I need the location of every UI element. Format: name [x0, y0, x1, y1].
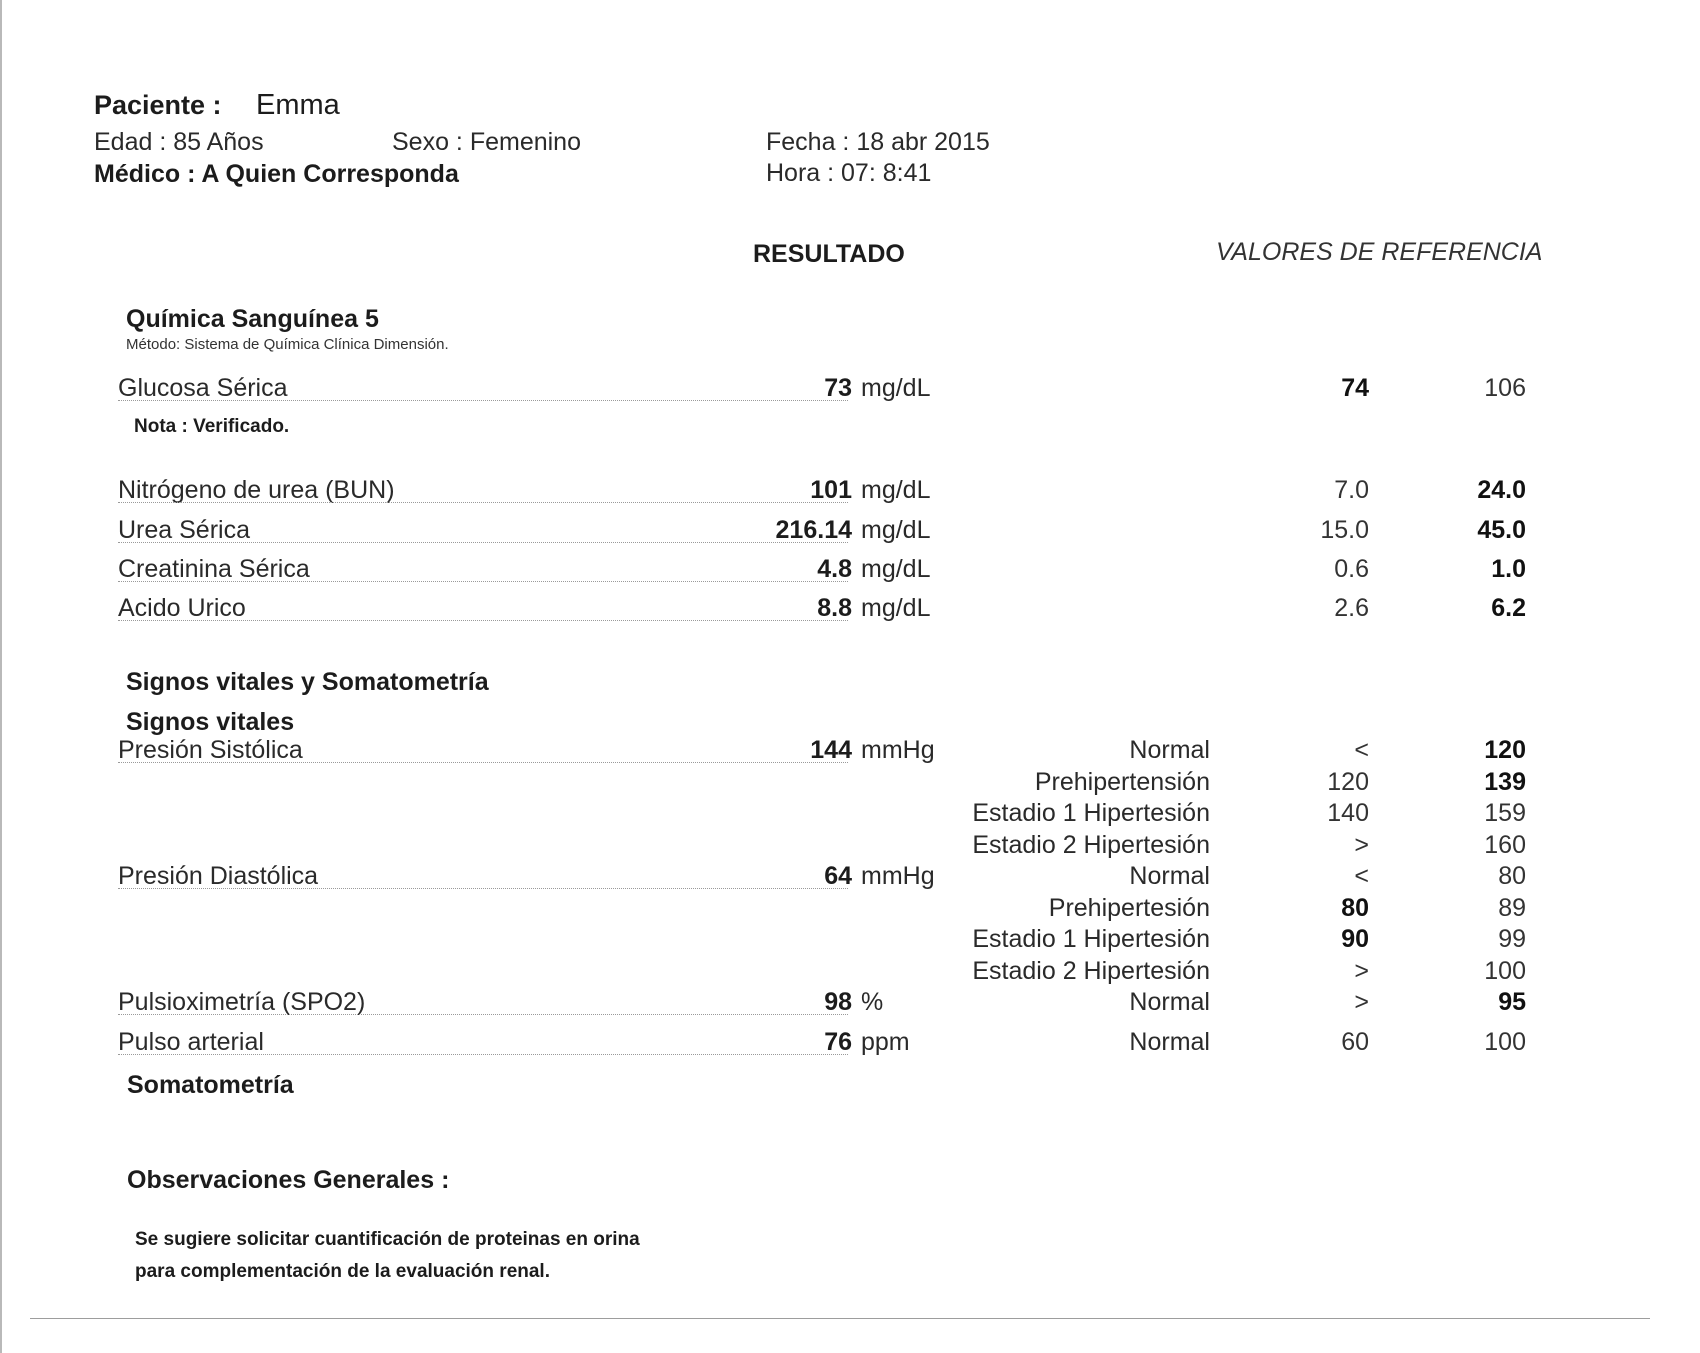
- test-unit: mg/dL: [861, 594, 931, 622]
- test-value: 144: [810, 736, 852, 764]
- ref-category: Prehipertensión: [1034, 768, 1210, 796]
- ref-low: >: [1354, 831, 1369, 859]
- test-unit: mg/dL: [861, 476, 931, 504]
- ref-low: 15.0: [1320, 516, 1369, 544]
- ref-high: 139: [1484, 768, 1526, 796]
- ref-low: <: [1354, 736, 1369, 764]
- ref-category: Estadio 1 Hipertesión: [972, 925, 1210, 953]
- test-value: 8.8: [817, 594, 852, 622]
- patient-label: Paciente :: [94, 90, 222, 120]
- ref-low: 140: [1327, 799, 1369, 827]
- ref-high: 100: [1484, 1028, 1526, 1056]
- result-row-bun: [0, 476, 1700, 506]
- ref-high: 80: [1498, 862, 1526, 890]
- observations-title: Observaciones Generales :: [127, 1166, 450, 1194]
- vitals-section-title: Signos vitales y Somatometría: [126, 668, 489, 696]
- test-unit: mg/dL: [861, 516, 931, 544]
- leader-line: [118, 620, 848, 621]
- ref-high: 24.0: [1477, 476, 1526, 504]
- result-row-diastolic: [0, 862, 1700, 892]
- leader-line: [118, 1054, 848, 1055]
- chemistry-section-title: Química Sanguínea 5: [126, 305, 379, 333]
- ref-row-diastolic-stage2: [0, 957, 1700, 987]
- test-name: Nitrógeno de urea (BUN): [118, 476, 395, 504]
- leader-line: [118, 502, 848, 503]
- test-unit: %: [861, 988, 884, 1016]
- test-unit: ppm: [861, 1028, 910, 1056]
- vitals-subtitle: Signos vitales: [126, 708, 295, 736]
- test-unit: mmHg: [861, 736, 935, 764]
- ref-low: 60: [1341, 1028, 1369, 1056]
- test-name: Pulso arterial: [118, 1028, 264, 1056]
- reference-column-header: VALORES DE REFERENCIA: [1216, 238, 1543, 266]
- verification-note: Nota : Verificado.: [134, 416, 290, 437]
- ref-category: Normal: [1129, 862, 1210, 890]
- ref-category: Estadio 2 Hipertesión: [972, 831, 1210, 859]
- somatometry-title: Somatometría: [127, 1071, 294, 1099]
- ref-low: 7.0: [1334, 476, 1369, 504]
- ref-high: 6.2: [1491, 594, 1526, 622]
- ref-high: 120: [1484, 736, 1526, 764]
- test-value: 4.8: [817, 555, 852, 583]
- ref-high: 100: [1484, 957, 1526, 985]
- test-value: 76: [824, 1028, 852, 1056]
- ref-low: >: [1354, 957, 1369, 985]
- ref-category: Prehipertesión: [1048, 894, 1210, 922]
- patient-sex: Sexo : Femenino: [392, 128, 581, 156]
- test-value: 64: [824, 862, 852, 890]
- report-time: Hora : 07: 8:41: [766, 159, 932, 187]
- result-row-glucose: [0, 374, 1700, 404]
- test-name: Acido Urico: [118, 594, 246, 622]
- ref-high: 89: [1498, 894, 1526, 922]
- result-row-systolic: [0, 736, 1700, 766]
- result-column-header: RESULTADO: [753, 240, 905, 268]
- ref-row-systolic-stage1: [0, 799, 1700, 829]
- ref-low: <: [1354, 862, 1369, 890]
- test-value: 101: [810, 476, 852, 504]
- ref-row-systolic-prehypertension: [0, 768, 1700, 798]
- ref-high: 159: [1484, 799, 1526, 827]
- ref-row-systolic-stage2: [0, 831, 1700, 861]
- ref-high: 160: [1484, 831, 1526, 859]
- ref-low: 0.6: [1334, 555, 1369, 583]
- ref-category: Normal: [1129, 736, 1210, 764]
- ref-high: 45.0: [1477, 516, 1526, 544]
- ref-row-diastolic-prehypertension: [0, 894, 1700, 924]
- ref-category: Estadio 1 Hipertesión: [972, 799, 1210, 827]
- observations-line-1: Se sugiere solicitar cuantificación de proteinas en orina: [135, 1229, 640, 1250]
- test-name: Creatinina Sérica: [118, 555, 310, 583]
- result-row-urea: [0, 516, 1700, 546]
- ref-low: 120: [1327, 768, 1369, 796]
- ref-high: 106: [1484, 374, 1526, 402]
- ref-high: 95: [1498, 988, 1526, 1016]
- patient-age: Edad : 85 Años: [94, 128, 264, 156]
- page-edge: [0, 0, 2, 1353]
- patient-name: Emma: [256, 89, 340, 121]
- result-row-uric-acid: [0, 594, 1700, 624]
- result-row-pulse: [0, 1028, 1700, 1058]
- ref-row-diastolic-stage1: [0, 925, 1700, 955]
- ref-low: >: [1354, 988, 1369, 1016]
- test-name: Presión Sistólica: [118, 736, 303, 764]
- chemistry-method: Método: Sistema de Química Clínica Dimensión.: [126, 336, 449, 353]
- test-unit: mg/dL: [861, 374, 931, 402]
- ref-category: Normal: [1129, 988, 1210, 1016]
- ref-low: 90: [1341, 925, 1369, 953]
- leader-line: [118, 888, 848, 889]
- test-name: Glucosa Sérica: [118, 374, 288, 402]
- test-name: Pulsioximetría (SPO2): [118, 988, 366, 1016]
- test-value: 98: [824, 988, 852, 1016]
- test-value: 216.14: [775, 516, 852, 544]
- report-date: Fecha : 18 abr 2015: [766, 128, 990, 156]
- ref-low: 74: [1341, 374, 1369, 402]
- test-name: Urea Sérica: [118, 516, 250, 544]
- leader-line: [118, 542, 848, 543]
- leader-line: [118, 1014, 848, 1015]
- result-row-creatinine: [0, 555, 1700, 585]
- test-unit: mg/dL: [861, 555, 931, 583]
- doctor-name: Médico : A Quien Corresponda: [94, 160, 459, 188]
- footer-divider: [30, 1318, 1650, 1319]
- ref-low: 2.6: [1334, 594, 1369, 622]
- observations-line-2: para complementación de la evaluación renal.: [135, 1261, 550, 1282]
- leader-line: [118, 762, 848, 763]
- test-unit: mmHg: [861, 862, 935, 890]
- ref-category: Normal: [1129, 1028, 1210, 1056]
- test-name: Presión Diastólica: [118, 862, 319, 890]
- test-value: 73: [824, 374, 852, 402]
- leader-line: [118, 400, 848, 401]
- ref-high: 1.0: [1491, 555, 1526, 583]
- leader-line: [118, 581, 848, 582]
- ref-high: 99: [1498, 925, 1526, 953]
- result-row-spo2: [0, 988, 1700, 1018]
- ref-low: 80: [1341, 894, 1369, 922]
- ref-category: Estadio 2 Hipertesión: [972, 957, 1210, 985]
